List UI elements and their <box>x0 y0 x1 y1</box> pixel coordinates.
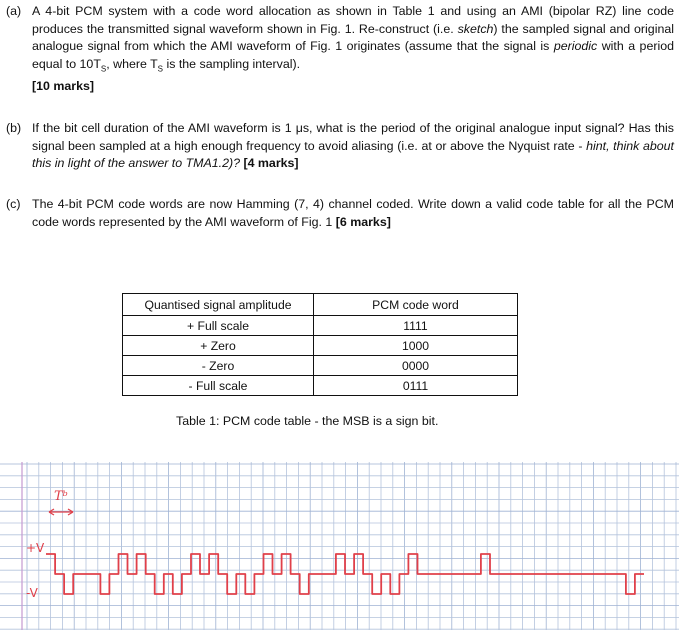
question-b-marks: [4 marks] <box>243 156 299 171</box>
table-row <box>123 316 518 336</box>
question-c-text: The 4-bit PCM code words are now Hamming (7, 4) channel coded. Write down a valid code table for all the PCM code words represented by the AMI waveform of Fig. 1 [6 marks] <box>32 197 674 229</box>
column-header-code-word: PCM code word <box>314 294 518 316</box>
question-c-label: (c) <box>6 197 21 211</box>
ami-waveform-svg <box>0 462 679 630</box>
question-c <box>6 196 674 231</box>
question-a-label: (a) <box>6 4 22 18</box>
question-b-label: (b) <box>6 121 22 135</box>
table-cell-code-word: 0000 <box>314 356 518 376</box>
table-cell-code-word: 1000 <box>314 336 518 356</box>
question-c-marks: [6 marks] <box>335 214 391 229</box>
table-row <box>123 356 518 376</box>
pcm-code-table <box>122 293 518 396</box>
question-b-text: If the bit cell duration of the AMI waveform is 1 μs, what is the period of the original analogue input signal? Has this signal been sampled at a high enough frequency to avoid aliasing (i.e. at or above the Nyquist rate - hint, think about this in light of the answer to TMA1.2)? [4 marks] <box>32 121 674 171</box>
graph-paper-grid <box>0 462 679 630</box>
tb-double-arrow <box>49 509 73 515</box>
question-a-text: A 4-bit PCM system with a code word allocation as shown in Table 1 and using an AMI (bipolar RZ) line code produces the transmitted signal waveform shown in Fig. 1. Re-construct (i.e. sketch) the sampled signal and original analogue signal from which the AMI waveform of Fig. 1 originates (assume that the signal is periodic with a period equal to $10T_S$, where $T_S$ is the sampling interval). [10 marks] <box>32 4 674 93</box>
table-row <box>123 376 518 396</box>
question-a <box>6 3 674 95</box>
table-caption: Table 1: PCM code table - the MSB is a sign bit. <box>176 414 439 428</box>
table-row <box>123 336 518 356</box>
table-header-row <box>123 294 518 316</box>
question-b <box>6 120 674 173</box>
column-header-amplitude: Quantised signal amplitude <box>123 294 314 316</box>
table-cell-amplitude: - Zero <box>123 356 314 376</box>
plus-v-label: +V <box>26 541 45 555</box>
minus-v-label: -V <box>26 586 38 600</box>
table-cell-code-word: 1111 <box>314 316 518 336</box>
ami-waveform-figure <box>0 462 679 630</box>
tb-label: Tᵇ <box>54 489 68 504</box>
table-cell-amplitude: + Zero <box>123 336 314 356</box>
ami-waveform-trace <box>46 554 644 594</box>
question-a-marks: [10 marks] <box>32 78 94 93</box>
table-cell-amplitude: + Full scale <box>123 316 314 336</box>
table-cell-amplitude: - Full scale <box>123 376 314 396</box>
handwritten-annotations <box>26 489 73 600</box>
table-cell-code-word: 0111 <box>314 376 518 396</box>
